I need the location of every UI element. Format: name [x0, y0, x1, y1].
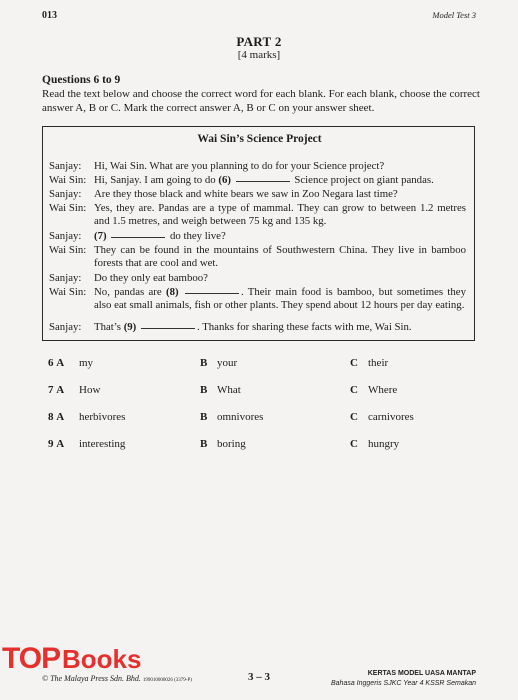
instructions: Read the text below and choose the correct word for each blank. For each blank, choose the correct answer A, B or C. Mark the correct answer A, B or C on your answer sheet.	[42, 88, 480, 114]
dialogue-text: do they live?	[167, 230, 226, 242]
speaker-label: Wai Sin:	[49, 174, 87, 186]
option-c-text[interactable]: their	[368, 357, 389, 369]
option-row-8	[48, 411, 64, 423]
dialogue-line: They can be found in the mountains of Southwestern China. They live in bamboo forests that are cool and wet.	[94, 244, 466, 270]
option-a-text[interactable]: my	[79, 357, 94, 369]
dialogue-line	[94, 174, 466, 187]
option-b-text[interactable]: boring	[217, 438, 246, 450]
option-letter-a: A	[56, 384, 65, 396]
option-letter-b: B	[200, 438, 208, 450]
dialogue-text: . Thanks for sharing these facts with me, Wai Sin.	[196, 321, 412, 333]
passage-title: Wai Sin’s Science Project	[197, 133, 322, 145]
blank-number: (6)	[218, 174, 231, 186]
publisher-name: © The Malaya Press Sdn. Bhd.	[42, 674, 141, 683]
question-number: 8	[48, 411, 54, 423]
dialogue-line: Do they only eat bamboo?	[94, 272, 208, 284]
test-label: Model Test 3	[432, 10, 476, 20]
dialogue-text: No, pandas are	[94, 286, 167, 298]
option-letter-b: B	[200, 357, 208, 369]
speaker-label: Wai Sin:	[49, 286, 87, 298]
option-letter-a: A	[56, 438, 65, 450]
answer-blank	[236, 180, 290, 182]
option-letter-b: B	[200, 411, 208, 423]
dialogue-line	[94, 230, 466, 243]
option-c-text[interactable]: hungry	[368, 438, 400, 450]
option-b-text[interactable]: your	[217, 357, 238, 369]
option-letter-c: C	[350, 357, 358, 369]
option-b-text[interactable]: omnivores	[217, 411, 264, 423]
option-c-text[interactable]: Where	[368, 384, 398, 396]
speaker-label: Sanjay:	[49, 230, 82, 242]
question-number: 7	[48, 384, 54, 396]
speaker-label: Sanjay:	[49, 160, 82, 172]
option-b-text[interactable]: What	[217, 384, 241, 396]
speaker-label: Wai Sin:	[49, 202, 87, 214]
option-row-9	[48, 438, 64, 450]
option-letter-b: B	[200, 384, 208, 396]
option-letter-c: C	[350, 384, 358, 396]
publisher-code: 199010000026 (3379-P)	[142, 678, 192, 683]
option-row-6	[48, 357, 64, 369]
question-number: 6	[48, 357, 54, 369]
option-c-text[interactable]: carnivores	[368, 411, 414, 423]
series-title: KERTAS MODEL UASA MANTAP	[367, 670, 476, 677]
dialogue-text: That’s	[94, 321, 124, 333]
answer-blank	[141, 327, 195, 329]
part-title: PART 2	[236, 34, 282, 49]
blank-number: (7)	[94, 230, 107, 242]
questions-heading: Questions 6 to 9	[42, 74, 121, 86]
dialogue-text: Hi, Sanjay. I am going to do	[94, 174, 219, 186]
option-a-text[interactable]: interesting	[79, 438, 126, 450]
answer-blank	[111, 236, 165, 238]
option-a-text[interactable]: herbivores	[79, 411, 126, 423]
dialogue-line: Yes, they are. Pandas are a type of mammal. They can grow to between 1.2 metres and 1.5 metres, and weigh between 75 kg and 135 kg.	[94, 202, 466, 228]
option-a-text[interactable]: How	[79, 384, 101, 396]
watermark-top: TOP	[2, 642, 61, 675]
passage-box	[42, 126, 475, 341]
speaker-label: Wai Sin:	[49, 244, 87, 256]
answer-blank	[185, 292, 239, 294]
option-letter-a: A	[56, 357, 65, 369]
dialogue-text: . Their main food is bamboo, but sometimes they also eat small animals, fish or other plants. They spend about 12 hours per day eating.	[94, 286, 466, 312]
subject-label: Bahasa Inggeris SJKC Year 4 KSSR Semakan	[330, 680, 476, 687]
speaker-label: Sanjay:	[49, 321, 82, 333]
speaker-label: Sanjay:	[49, 272, 82, 284]
speaker-label: Sanjay:	[49, 188, 82, 200]
dialogue-line: Are they those black and white bears we saw in Zoo Negara last time?	[94, 188, 398, 200]
dialogue-line	[94, 286, 466, 312]
blank-number: (9)	[123, 321, 137, 333]
page-number: 3 – 3	[248, 671, 270, 683]
question-number: 9	[48, 438, 54, 450]
blank-number: (8)	[166, 286, 179, 298]
option-row-7	[48, 384, 64, 396]
dialogue-line	[94, 321, 466, 334]
page-code: 013	[42, 10, 57, 21]
watermark-books: Books	[62, 644, 142, 674]
option-letter-c: C	[350, 438, 358, 450]
dialogue-line: Hi, Wai Sin. What are you planning to do for your Science project?	[94, 160, 385, 172]
option-letter-c: C	[350, 411, 358, 423]
part-marks: [4 marks]	[237, 49, 281, 61]
dialogue-text: Science project on giant pandas.	[291, 174, 434, 186]
option-letter-a: A	[56, 411, 65, 423]
